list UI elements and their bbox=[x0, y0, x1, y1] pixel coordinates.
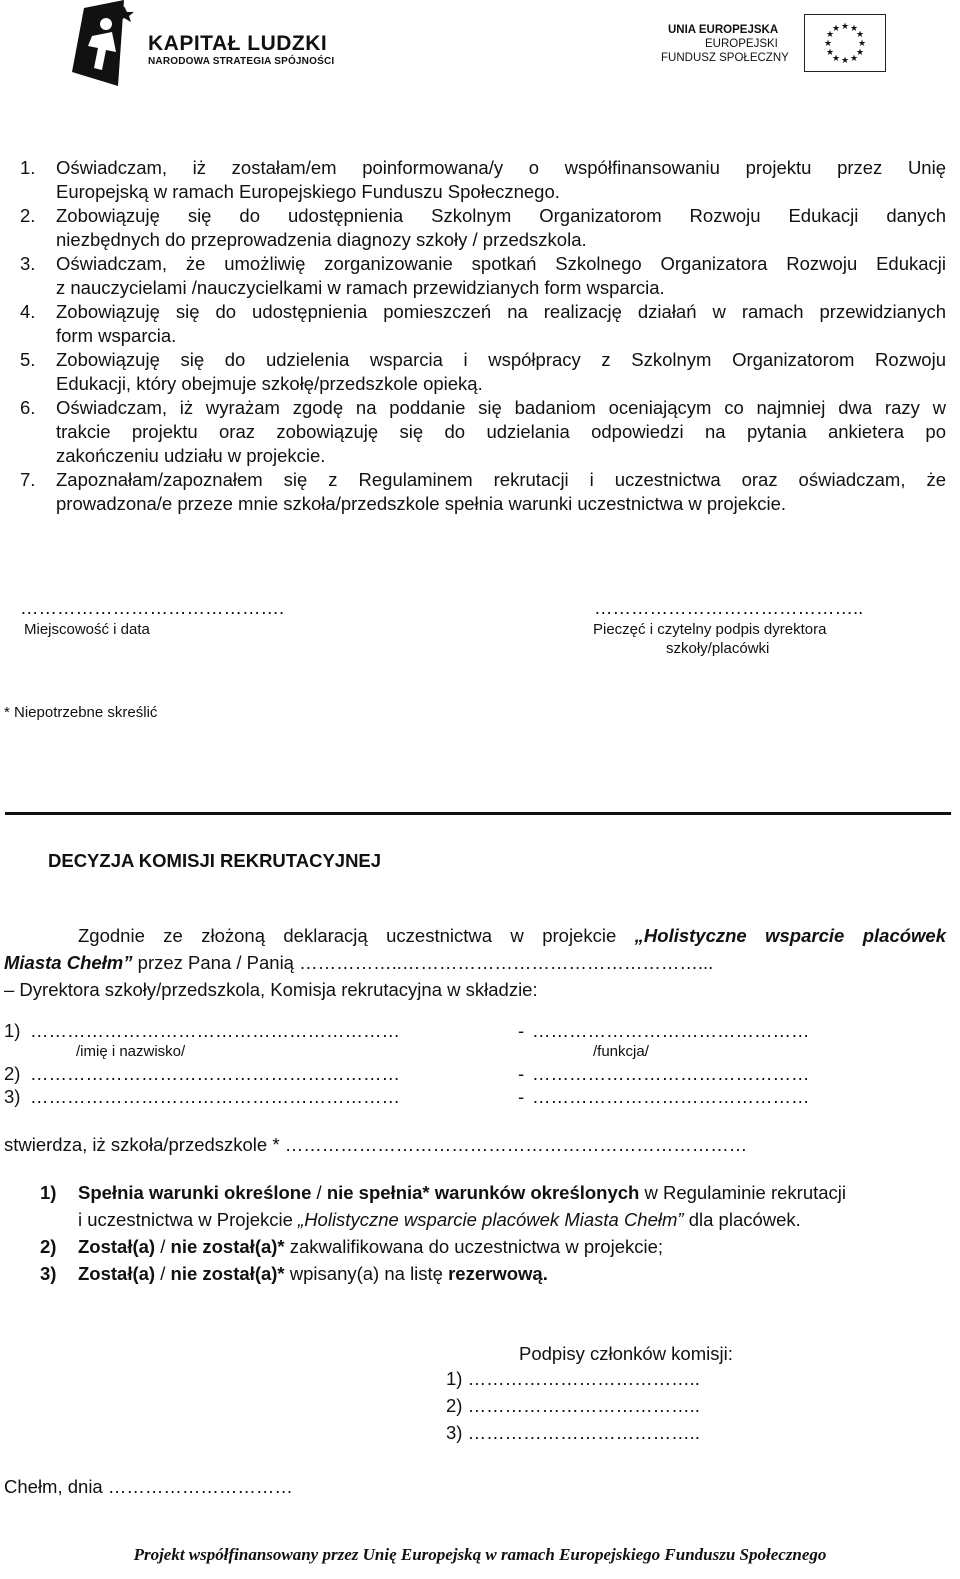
result-1-num: 1) bbox=[40, 1182, 57, 1203]
member-3-name-field[interactable]: …………………………………………………… bbox=[30, 1086, 400, 1107]
decision-p1-a: Zgodnie ze złożoną deklaracją uczestnictwa w projekcie bbox=[78, 925, 635, 946]
result-2-slash: / bbox=[155, 1236, 171, 1257]
svg-text:★: ★ bbox=[823, 39, 833, 49]
ue-line1: UNIA EUROPEJSKA bbox=[668, 24, 779, 36]
result-1-line-1 bbox=[78, 1181, 846, 1205]
committee-signatures-title: Podpisy członków komisji: bbox=[519, 1343, 733, 1364]
decl-4-line-1: Zobowiązuję się do udostępnienia pomieszczeń na realizację działań w ramach przewidzianych bbox=[56, 301, 946, 322]
project-name-part-1: „Holistyczne wsparcie placówek bbox=[634, 925, 947, 946]
result-3-reserve: rezerwową. bbox=[448, 1263, 548, 1284]
decl-2-line-2: niezbędnych do przeprowadzenia diagnozy szkoły / przedszkola. bbox=[56, 229, 587, 250]
director-signature-label-2: szkoły/placówki bbox=[666, 640, 770, 657]
committee-signature-2[interactable]: 2) ……………………………….. bbox=[446, 1395, 700, 1416]
result-1-line-2 bbox=[78, 1208, 801, 1232]
result-3-entered[interactable]: Został(a) bbox=[78, 1263, 156, 1284]
svg-text:★: ★ bbox=[857, 39, 867, 49]
member-3-num: 3) bbox=[4, 1086, 21, 1107]
svg-text:★: ★ bbox=[825, 48, 835, 58]
decision-paragraph-line-2 bbox=[4, 951, 946, 975]
member-3-func-field[interactable]: ……………………………………… bbox=[532, 1086, 810, 1107]
result-3-slash: / bbox=[155, 1263, 171, 1284]
svg-text:★: ★ bbox=[849, 24, 859, 34]
ue-line2: EUROPEJSKI bbox=[705, 38, 778, 50]
decl-6-line-1: Oświadczam, iż wyrażam zgodę na poddanie się badaniom oceniającym co najmniej dwa razy w bbox=[56, 397, 946, 418]
director-signature-line[interactable]: …………………………………….. bbox=[594, 597, 864, 618]
svg-text:★: ★ bbox=[855, 30, 865, 40]
decl-1-line-2: Europejską w ramach Europejskiego Funduszu Społecznego. bbox=[56, 181, 560, 202]
decision-title: DECYZJA KOMISJI REKRUTACYJNEJ bbox=[48, 850, 382, 871]
decl-3-line-1: Oświadczam, że umożliwię zorganizowanie spotkań Szkolnego Organizatora Rozwoju Edukacji bbox=[56, 253, 946, 274]
decl-6-line-3: zakończeniu udziału w projekcie. bbox=[56, 445, 326, 466]
member-2-name-field[interactable]: …………………………………………………… bbox=[30, 1063, 400, 1084]
place-date-line[interactable]: ……………………………………. bbox=[20, 597, 285, 618]
result-1-g: dla placówek. bbox=[683, 1209, 801, 1230]
result-3-not-entered[interactable]: nie został(a)* bbox=[170, 1263, 285, 1284]
decl-2-line-1: Zobowiązuję się do udostępnienia Szkolnym Organizatorom Rozwoju Edukacji danych bbox=[56, 205, 946, 226]
svg-text:★: ★ bbox=[855, 48, 865, 58]
result-1-not-meets[interactable]: nie spełnia* warunków określonych bbox=[326, 1182, 640, 1203]
member-2-dash: - bbox=[518, 1063, 525, 1084]
decl-5-line-1: Zobowiązuję się do udzielenia wsparcia i współpracy z Szkolnym Organizatorom Rozwoju bbox=[56, 349, 946, 370]
eu-flag-icon bbox=[804, 14, 886, 72]
svg-text:★: ★ bbox=[849, 54, 859, 64]
decl-1-line-1: Oświadczam, iż zostałam/em poinformowana/y o współfinansowaniu projektu przez Unię bbox=[56, 157, 946, 178]
result-3-rest: wpisany(a) na listę bbox=[284, 1263, 449, 1284]
project-name-part-2: Miasta Chełm” bbox=[4, 952, 133, 973]
func-hint: /funkcja/ bbox=[593, 1043, 649, 1060]
decl-7-line-1: Zapoznałam/zapoznałem się z Regulaminem rekrutacji i uczestnictwa oraz oświadczam, że bbox=[56, 469, 946, 490]
svg-text:★: ★ bbox=[840, 56, 850, 66]
kl-title: KAPITAŁ LUDZKI bbox=[148, 32, 328, 55]
decl-1-num: 1. bbox=[20, 157, 36, 178]
decision-paragraph-line-1 bbox=[78, 924, 946, 948]
result-3-num: 3) bbox=[40, 1263, 57, 1284]
decl-4-line-2: form wsparcia. bbox=[56, 325, 177, 346]
member-2-num: 2) bbox=[4, 1063, 21, 1084]
result-1-rest: w Regulaminie rekrutacji bbox=[639, 1182, 847, 1203]
result-1-slash: / bbox=[311, 1182, 327, 1203]
decl-4-num: 4. bbox=[20, 301, 36, 322]
result-2-rest: zakwalifikowana do uczestnictwa w projekcie; bbox=[284, 1236, 664, 1257]
svg-text:★: ★ bbox=[825, 30, 835, 40]
kapital-ludzki-emblem-icon bbox=[72, 0, 147, 92]
committee-signature-1[interactable]: 1) ……………………………….. bbox=[446, 1368, 700, 1389]
section-divider bbox=[5, 812, 951, 815]
member-2-func-field[interactable]: ……………………………………… bbox=[532, 1063, 810, 1084]
svg-text:★: ★ bbox=[840, 22, 850, 32]
name-hint: /imię i nazwisko/ bbox=[76, 1043, 186, 1060]
decl-3-line-2: z nauczycielami /nauczycielkami w ramach przewidzianych form wsparcia. bbox=[56, 277, 665, 298]
result-1-project: „Holistyczne wsparcie placówek Miasta Chełm” bbox=[298, 1209, 684, 1230]
decl-7-line-2: prowadzona/e przeze mnie szkoła/przedszkole spełnia warunki uczestnictwa w projekcie. bbox=[56, 493, 787, 514]
decision-p2-b[interactable]: przez Pana / Panią ……………..…………………………………………... bbox=[132, 952, 714, 973]
result-1-e: i uczestnictwa w Projekcie bbox=[78, 1209, 299, 1230]
decl-3-num: 3. bbox=[20, 253, 36, 274]
decl-6-line-2: trakcie projektu oraz zobowiązuję się do udzielania odpowiedzi na pytania ankietera po bbox=[56, 421, 946, 442]
member-1-name-field[interactable]: …………………………………………………… bbox=[30, 1020, 400, 1041]
city-date-line[interactable]: Chełm, dnia ………………………… bbox=[4, 1476, 293, 1497]
decision-paragraph-line-3: – Dyrektora szkoły/przedszkola, Komisja rekrutacyjna w składzie: bbox=[4, 979, 538, 1000]
ue-line3: FUNDUSZ SPOŁECZNY bbox=[661, 52, 789, 64]
kl-subtitle: NARODOWA STRATEGIA SPÓJNOŚCI bbox=[148, 56, 335, 67]
result-1-meets[interactable]: Spełnia warunki określone bbox=[78, 1182, 312, 1203]
svg-text:★: ★ bbox=[831, 24, 841, 34]
decl-5-line-2: Edukacji, który obejmuje szkołę/przedszkole opieką. bbox=[56, 373, 483, 394]
decl-6-num: 6. bbox=[20, 397, 36, 418]
footnote: * Niepotrzebne skreślić bbox=[4, 704, 158, 721]
member-1-dash: - bbox=[518, 1020, 525, 1041]
result-2-not-qualified[interactable]: nie został(a)* bbox=[170, 1236, 285, 1257]
page-footer: Projekt współfinansowany przez Unię Europejską w ramach Europejskiego Funduszu Społecznego bbox=[133, 1545, 827, 1564]
committee-signature-3[interactable]: 3) ……………………………….. bbox=[446, 1422, 700, 1443]
result-2-line bbox=[78, 1235, 663, 1259]
decl-7-num: 7. bbox=[20, 469, 36, 490]
director-signature-label-1: Pieczęć i czytelny podpis dyrektora bbox=[593, 621, 827, 638]
member-1-func-field[interactable]: ……………………………………… bbox=[532, 1020, 810, 1041]
member-1-num: 1) bbox=[4, 1020, 21, 1041]
decl-5-num: 5. bbox=[20, 349, 36, 370]
decl-2-num: 2. bbox=[20, 205, 36, 226]
result-2-qualified[interactable]: Został(a) bbox=[78, 1236, 156, 1257]
member-3-dash: - bbox=[518, 1086, 525, 1107]
place-date-label: Miejscowość i data bbox=[24, 621, 150, 638]
states-line[interactable]: stwierdza, iż szkoła/przedszkole * ………………………………………………………………… bbox=[4, 1134, 748, 1155]
svg-text:★: ★ bbox=[831, 54, 841, 64]
result-3-line bbox=[78, 1262, 548, 1286]
result-2-num: 2) bbox=[40, 1236, 57, 1257]
